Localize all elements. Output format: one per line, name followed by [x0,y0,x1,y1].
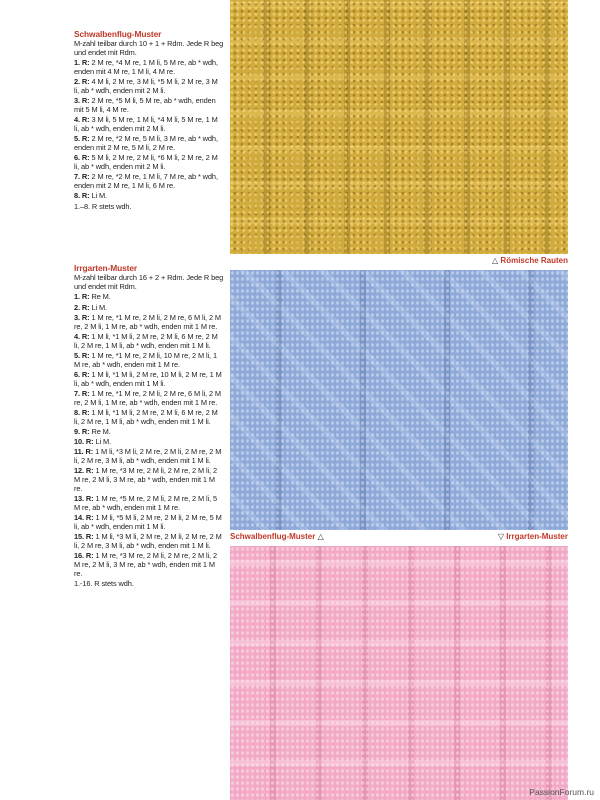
row-instruction: 6. R: 5 M li, 2 M re, 2 M li, *6 M li, 2 M re, 2 M li, ab * wdh, enden mit 2 M li. [74,153,218,171]
section-title: Schwalbenflug-Muster [74,29,162,39]
row-instruction: 2. R: Li M. [74,302,107,312]
triangle-down-icon: ▽ [497,532,504,541]
pink-knit-swatch-photo [230,546,568,800]
caption-schwalbenflug: Schwalbenflug-Muster △ [230,532,324,541]
row-instruction: 12. R: 1 M re, *3 M re, 2 M li, 2 M re, 2 M li, 2 M re, 2 M li, 3 M re, ab * wdh, enden mit 1 M re. [74,466,217,493]
row-instruction: 3. R: 1 M re, *1 M re, 2 M li, 2 M re, 6 M li, 2 M re, 2 M li, 1 M re, ab * wdh, enden mit 1 M re. [74,312,221,331]
row-instruction: 8. R: Li M. [74,191,107,201]
irrgarten-instructions [74,264,224,590]
row-instruction: 1. R: 2 M re, *4 M re, 1 M li, 5 M re, ab * wdh, enden mit 4 M re, 1 M li, 4 M re. [74,58,218,76]
section-footer: 1.-16. R stets wdh. [74,578,134,588]
row-instruction: 2. R: 4 M li, 2 M re, 3 M li, *5 M li, 2 M re, 3 M li, ab * wdh, enden mit 2 M li. [74,77,218,95]
row-instruction: 15. R: 1 M li, *3 M li, 2 M re, 2 M li, 2 M re, 2 M li, 2 M re, 3 M li, ab * wdh, enden mit 1 M li. [74,532,222,550]
yellow-knit-swatch-photo [230,0,568,254]
row-instruction: 10. R: Li M. [74,437,112,447]
row-instruction: 1. R: Re M. [74,292,111,302]
row-instruction: 16. R: 1 M re, *3 M re, 2 M li, 2 M re, 2 M li, 2 M re, 2 M li, 3 M re, ab * wdh, enden mit 1 M re. [74,551,217,578]
row-instruction: 8. R: 1 M li, *1 M li, 2 M re, 2 M li, 6 M re, 2 M li, 2 M re, 1 M li, ab * wdh, enden mit 1 M li. [74,407,218,426]
watermark: PassionForum.ru [529,787,594,797]
row-instruction: 4. R: 1 M li, *1 M li, 2 M re, 2 M li, 6 M re, 2 M li, 2 M re, 1 M li, ab * wdh, enden mit 1 M li. [74,331,218,350]
row-instruction: 3. R: 2 M re, *5 M li, 5 M re, ab * wdh, enden mit 5 M li, 4 M re. [74,96,216,114]
blue-knit-swatch-photo [230,270,568,530]
triangle-up-icon: △ [492,256,499,265]
row-instruction: 6. R: 1 M li, *1 M li, 2 M re, 10 M li, 2 M re, 1 M li, ab * wdh, enden mit 1 M li. [74,369,222,388]
schwalbenflug-instructions [74,30,224,213]
section-title: Irrgarten-Muster [74,263,138,273]
caption-roemische-rauten: △ Römische Rauten [492,256,568,265]
row-instruction: 7. R: 2 M re, *2 M re, 1 M li, 7 M re, ab * wdh, enden mit 2 M re, 1 M li, 6 M re. [74,172,218,190]
row-instruction: 11. R: 1 M li, *3 M li, 2 M re, 2 M li, 2 M re, 2 M li, 2 M re, 3 M li, ab * wdh, enden mit 1 M li. [74,447,222,466]
row-instruction: 14. R: 1 M li, *5 M li, 2 M re, 2 M li, 2 M re, 5 M li, ab * wdh, enden mit 1 M li. [74,513,222,531]
section-intro: M-zahl teilbar durch 10 + 1 + Rdm. Jede R beg und endet mit Rdm. [74,39,224,57]
row-instruction: 7. R: 1 M re, *1 M re, 2 M li, 2 M re, 6 M li, 2 M re, 2 M li, 1 M re, ab * wdh, enden mit 1 M re. [74,388,221,407]
section-intro: M-zahl teilbar durch 16 + 2 + Rdm. Jede R beg und endet mit Rdm. [74,273,224,291]
triangle-up-icon: △ [317,532,324,541]
row-instruction: 9. R: Re M. [74,426,111,436]
row-instruction: 4. R: 3 M li, 5 M re, 1 M li, *4 M li, 5 M re, 1 M li, ab * wdh, enden mit 2 M li. [74,115,218,133]
caption-irrgarten: ▽ Irrgarten-Muster [497,532,568,541]
section-footer: 1.–8. R stets wdh. [74,201,132,211]
row-instruction: 5. R: 1 M re, *1 M re, 2 M li, 10 M re, 2 M li, 1 M re, ab * wdh, enden mit 1 M re. [74,350,217,369]
row-instruction: 13. R: 1 M re, *5 M re, 2 M li, 2 M re, 2 M li, 5 M re, ab * wdh, enden mit 1 M re. [74,494,217,512]
row-instruction: 5. R: 2 M re, *2 M re, 5 M li, 3 M re, ab * wdh, enden mit 2 M re, 5 M li, 2 M re. [74,134,218,152]
